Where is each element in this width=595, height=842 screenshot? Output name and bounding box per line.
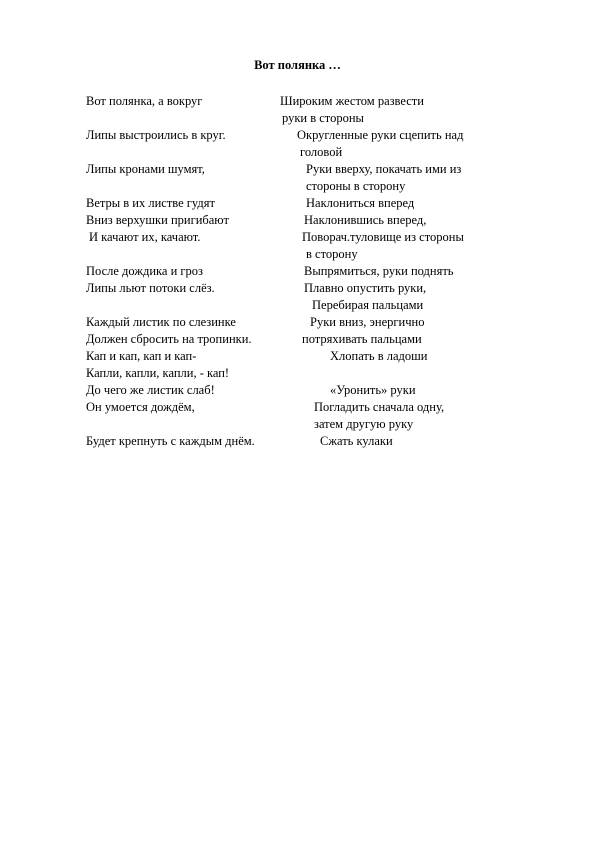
instruction-line: Широким жестом развести bbox=[280, 94, 424, 108]
instruction-line: стороны в сторону bbox=[306, 179, 406, 193]
poem-line: Липы кронами шумят, bbox=[86, 162, 205, 176]
instruction-line: Округленные руки сцепить над bbox=[297, 128, 464, 142]
instruction-line: затем другую руку bbox=[314, 417, 414, 431]
poem-line: Липы выстроились в круг. bbox=[86, 128, 226, 142]
poem-line: Вниз верхушки пригибают bbox=[86, 213, 229, 227]
instruction-line: Наклонившись вперед, bbox=[304, 213, 427, 227]
poem-line: До чего же листик слаб! bbox=[86, 383, 215, 397]
instruction-line: Поворач.туловище из стороны bbox=[302, 230, 464, 244]
instruction-line: Наклониться вперед bbox=[306, 196, 415, 210]
instruction-line: Плавно опустить руки, bbox=[304, 281, 427, 295]
instruction-line: головой bbox=[300, 145, 343, 159]
instruction-line: Руки вниз, энергично bbox=[310, 315, 425, 329]
poem-line: И качают их, качают. bbox=[89, 230, 201, 244]
instruction-line: в сторону bbox=[306, 247, 358, 261]
poem-line: Кап и кап, кап и кап- bbox=[86, 349, 197, 363]
instruction-line: Руки вверху, покачать ими из bbox=[306, 162, 462, 176]
instruction-line: Сжать кулаки bbox=[320, 434, 393, 448]
poem-line: Должен сбросить на тропинки. bbox=[86, 332, 252, 346]
poem-line: Капли, капли, капли, - кап! bbox=[86, 366, 230, 380]
instruction-line: потряхивать пальцами bbox=[302, 332, 422, 346]
poem-line: Он умоется дождём, bbox=[86, 400, 195, 414]
instruction-line: «Уронить» руки bbox=[330, 383, 416, 397]
instruction-line: Выпрямиться, руки поднять bbox=[304, 264, 454, 278]
instruction-line: Погладить сначала одну, bbox=[314, 400, 445, 414]
instruction-line: Хлопать в ладоши bbox=[330, 349, 428, 363]
poem-line: После дождика и гроз bbox=[86, 264, 203, 278]
poem-line: Вот полянка, а вокруг bbox=[86, 94, 203, 108]
instruction-line: Перебирая пальцами bbox=[312, 298, 424, 312]
poem-line: Ветры в их листве гудят bbox=[86, 196, 215, 210]
poem-line: Каждый листик по слезинке bbox=[86, 315, 236, 329]
instruction-line: руки в стороны bbox=[282, 111, 364, 125]
poem-line: Липы льют потоки слёз. bbox=[86, 281, 215, 295]
poem-line: Будет крепнуть с каждым днём. bbox=[86, 434, 255, 448]
page-title: Вот полянка … bbox=[254, 58, 341, 72]
